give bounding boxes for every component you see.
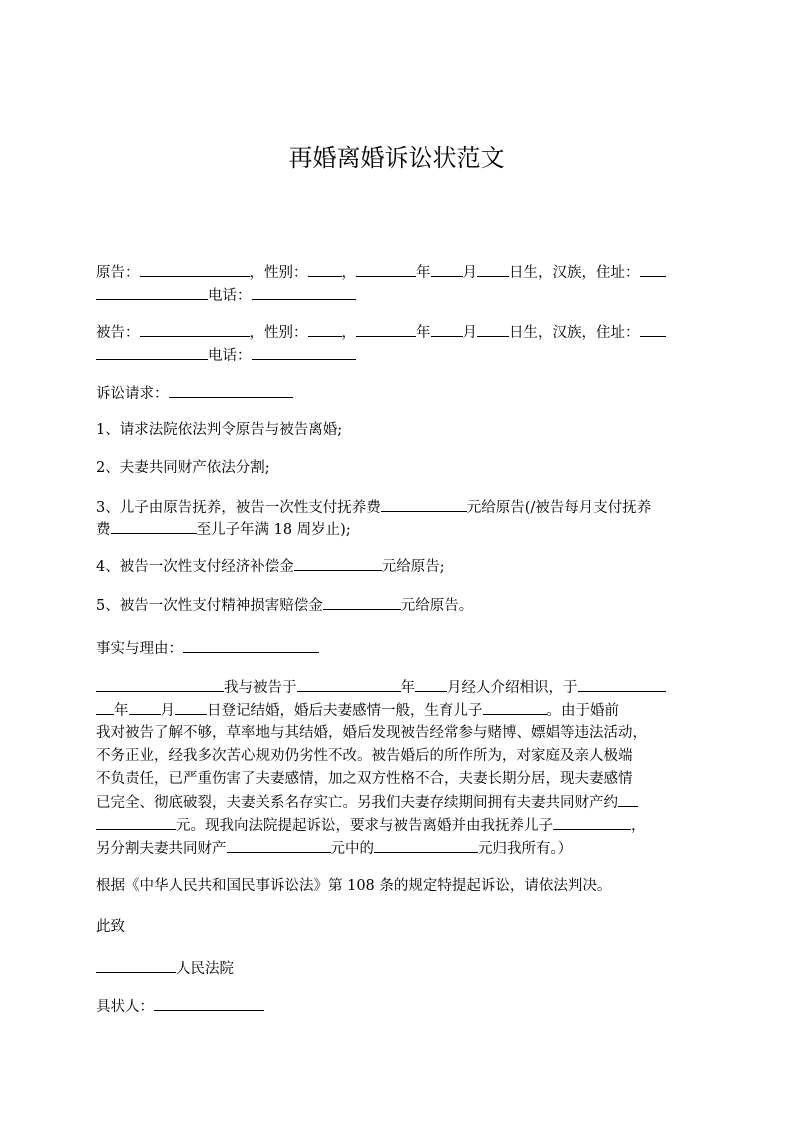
claims-blank [169,383,293,398]
facts-text-2b: 月 [160,703,175,719]
plaintiff-name-blank [140,262,250,277]
plaintiff-address-blank [640,262,666,277]
claim-item-4-text-b: 元给原告; [381,559,445,575]
defendant-day-blank [477,322,509,337]
plaintiff-year-blank [356,262,416,277]
court-label: 人民法院 [176,961,234,977]
closing: 此致 [96,919,125,935]
property-total-blank [227,838,331,853]
facts-blank [183,638,319,653]
claim-item-2: 2、夫妻共同财产依法分割; [96,460,270,476]
facts-line-2 [96,700,619,721]
legal-basis: 根据《中华人民共和国民事诉讼法》第 108 条的规定特提起诉讼，请依法判决。 [96,878,612,894]
facts-text-6: 已完全、彻底破裂，夫妻关系名存实亡。另我们夫妻存续期间拥有夫妻共同财产约 [96,795,618,811]
claim-item-3-text-a: 3、儿子由原告抚养，被告一次性支付抚养费 [96,500,381,516]
defendant-year-label: 年 [416,325,431,341]
page-title: 再婚离婚诉讼状范文 [288,144,505,172]
facts-text-1c: 月经人介绍相识，于 [447,680,578,696]
facts-text-2a: 年 [114,703,129,719]
claim-item-5-text-a: 5、被告一次性支付精神损害赔偿金 [96,598,323,614]
signer-label: 具状人： [96,999,154,1015]
son-name-blank [483,700,547,715]
facts-line-8 [96,838,572,859]
marriage-year-blank [578,677,666,692]
plaintiff-comma: ， [341,265,356,281]
claim-item-1: 1、请求法院依法判令原告与被告离婚; [96,422,343,438]
defendant-phone-blank [252,345,356,360]
claim-item-3-text-b: 元给原告(/被告每月支付抚养 [466,500,652,516]
facts-text-7b: ， [631,818,646,834]
defendant-name-blank [140,322,250,337]
claim-item-3-text-c: 费 [96,522,111,538]
facts-text-2d: 。由于婚前 [546,703,619,719]
plaintiff-month-blank [431,262,463,277]
facts-line-4: 不务正业，经我多次苦心规劝仍劣性不改。被告婚后的所作所为，对家庭及亲人极端 [96,748,633,764]
claim-item-3-line-2 [96,519,351,540]
plaintiff-gender-label: ，性别： [249,265,308,281]
facts-text-7a: 元。现我向法院提起诉讼，要求与被告离婚并由我抚养儿子 [176,818,553,834]
child-support-monthly-blank [111,519,197,534]
plaintiff-phone-label: 电话： [208,288,252,304]
facts-text-1b: 年 [400,680,415,696]
marriage-month-blank [129,700,161,715]
facts-name-blank [96,677,224,692]
plaintiff-line-1 [96,262,666,283]
marriage-day-blank [175,700,207,715]
joint-property-blank [618,792,638,807]
plaintiff-year-label: 年 [416,265,431,281]
plaintiff-day-label: 日生，汉族，住址： [509,265,640,281]
defendant-address-blank [640,322,666,337]
facts-text-8a: 另分割夫妻共同财产 [96,841,227,857]
joint-property-blank-2 [96,815,176,830]
defendant-line-1 [96,322,666,343]
economic-compensation-blank [294,556,382,571]
facts-text-2c: 日登记结婚，婚后夫妻感情一般，生育儿子 [207,703,483,719]
signer-line [96,996,264,1017]
plaintiff-phone-blank [252,285,356,300]
marriage-year-blank-2 [96,700,114,715]
claims-heading: 诉讼请求： [96,386,169,402]
claim-item-4-text-a: 4、被告一次性支付经济补偿金 [96,559,294,575]
facts-line-3: 我对被告了解不够，草率地与其结婚，婚后发现被告经常参与赌博、嫖娼等违法活动， [96,725,647,741]
child-support-lump-blank [381,497,467,512]
facts-text-1a: 我与被告于 [224,680,297,696]
meet-year-blank [297,677,401,692]
property-share-blank [374,838,478,853]
custody-son-blank [553,815,631,830]
defendant-gender-blank [308,322,342,337]
defendant-day-label: 日生，汉族，住址： [509,325,640,341]
facts-heading-line [96,638,319,659]
plaintiff-month-label: 月 [462,265,477,281]
claim-item-5 [96,595,473,616]
facts-line-5: 不负责任，已严重伤害了夫妻感情，加之双方性格不合，夫妻长期分居，现夫妻感情 [96,771,633,787]
facts-text-8c: 元归我所有。） [478,841,573,857]
claim-item-3-line-1 [96,497,651,518]
defendant-year-blank [356,322,416,337]
defendant-address-blank-2 [96,345,208,360]
court-line [96,958,234,979]
defendant-month-label: 月 [462,325,477,341]
plaintiff-label: 原告： [96,265,140,281]
defendant-gender-label: ，性别： [249,325,308,341]
defendant-line-2 [96,345,356,366]
defendant-month-blank [431,322,463,337]
defendant-phone-label: 电话： [208,348,252,364]
facts-line-1 [96,677,666,698]
signer-blank [154,996,264,1011]
plaintiff-day-blank [477,262,509,277]
plaintiff-gender-blank [308,262,342,277]
facts-line-7 [96,815,646,836]
defendant-comma: ， [341,325,356,341]
facts-heading: 事实与理由： [96,641,183,657]
claim-item-5-text-b: 元给原告。 [400,598,474,614]
mental-damages-blank [323,595,401,610]
meet-month-blank [415,677,447,692]
claim-item-4 [96,556,445,577]
plaintiff-address-blank-2 [96,285,208,300]
claims-heading-line [96,383,293,404]
defendant-label: 被告： [96,325,140,341]
claim-item-3-text-d: 至儿子年满 18 周岁止); [196,522,351,538]
facts-line-6 [96,792,638,813]
plaintiff-line-2 [96,285,356,306]
facts-text-8b: 元中的 [330,841,374,857]
court-name-blank [96,958,176,973]
